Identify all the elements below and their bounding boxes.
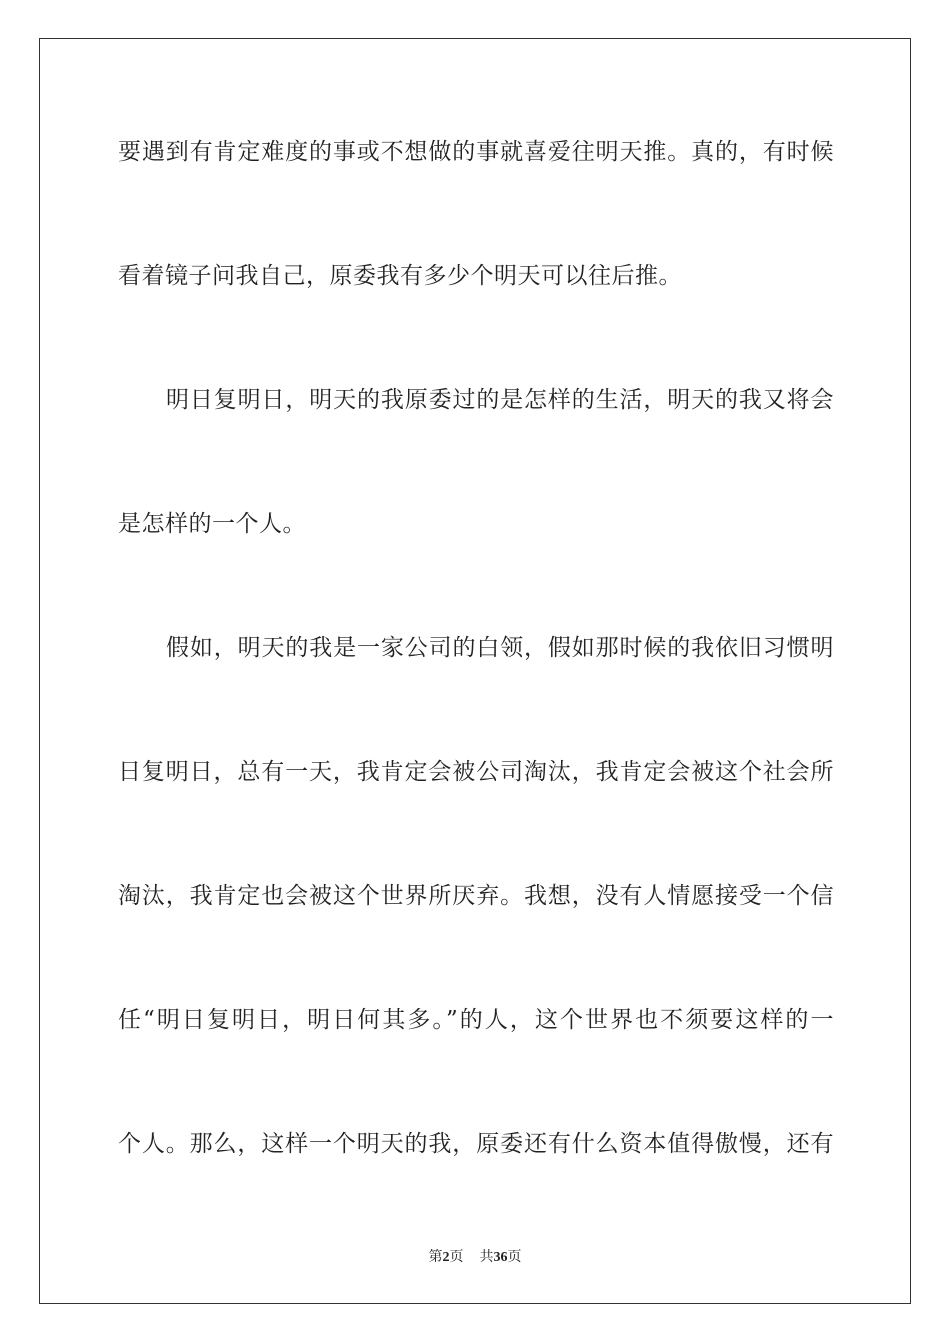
page-border [39, 38, 911, 1304]
text-line-2: 看着镜子问我自己，原委我有多少个明天可以往后推。 [118, 263, 682, 289]
total-pages: 36 [493, 1250, 508, 1265]
text-line-3: 明日复明日，明天的我原委过的是怎样的生活，明天的我又将会 [166, 387, 834, 413]
text-line-8: 任“明日复明日，明日何其多。”的人，这个世界也不须要这样的一 [118, 1007, 834, 1033]
page-prefix: 第 [428, 1249, 443, 1265]
text-line-7: 淘汰，我肯定也会被这个世界所厌弃。我想，没有人情愿接受一个信 [118, 883, 834, 909]
page-footer [0, 1248, 950, 1267]
page-number: 2 [442, 1250, 450, 1265]
text-line-1: 要遇到有肯定难度的事或不想做的事就喜爱往明天推。真的，有时候 [118, 139, 834, 165]
text-line-5: 假如，明天的我是一家公司的白领，假如那时候的我依旧习惯明 [166, 635, 834, 661]
total-prefix: 共 [479, 1249, 494, 1265]
total-suffix: 页 [507, 1249, 522, 1265]
text-line-4: 是怎样的一个人。 [118, 511, 306, 537]
text-line-6: 日复明日，总有一天，我肯定会被公司淘汰，我肯定会被这个社会所 [118, 759, 834, 785]
text-line-9: 个人。那么，这样一个明天的我，原委还有什么资本值得傲慢，还有 [118, 1131, 834, 1157]
page-suffix: 页 [449, 1249, 464, 1265]
